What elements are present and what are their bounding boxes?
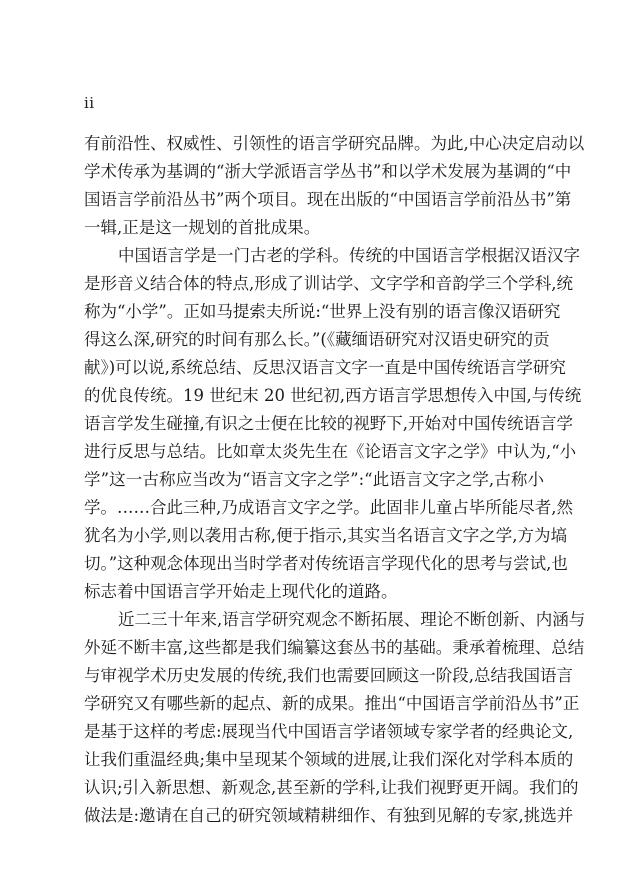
text-line: 是形音义结合体的特点,形成了训诂学、文字学和音韵学三个学科,统 bbox=[84, 274, 573, 293]
text-line: 犹名为小学,则以袭用古称,便于指示,其实当名语言文字之学,方为塙 bbox=[84, 526, 567, 545]
page-number: ii bbox=[84, 94, 95, 112]
text-line: 有前沿性、权威性、引领性的语言学研究品牌。为此,中心决定启动以 bbox=[84, 134, 585, 153]
paragraph-chinese-linguistics-history bbox=[84, 242, 582, 606]
text-line: 学。……合此三种,乃成语言文字之学。此固非儿童占毕所能尽者,然 bbox=[84, 498, 573, 517]
text-line: 学研究又有哪些新的起点、新的成果。推出“中国语言学前沿丛书”正 bbox=[84, 694, 580, 713]
text-line: 让我们重温经典;集中呈现某个领域的进展,让我们深化对学科本质的 bbox=[84, 750, 574, 769]
text-line: 献》)可以说,系统总结、反思汉语言文字一直是中国传统语言学研究 bbox=[84, 358, 566, 377]
text-line: 是基于这样的考虑:展现当代中国语言学诸领域专家学者的经典论文, bbox=[84, 722, 574, 741]
text-line: 学”这一古称应当改为“语言文字之学”:“此语言文字之学,古称小 bbox=[84, 470, 544, 489]
paragraph-series-purpose bbox=[84, 606, 586, 830]
text-line: 认识;引入新思想、新观念,甚至新的学科,让我们视野更开阔。我们的 bbox=[84, 778, 579, 797]
text-line: 与审视学术历史发展的传统,我们也需要回顾这一阶段,总结我国语言 bbox=[84, 666, 573, 685]
text-line: 称为“小学”。正如马提索夫所说:“世界上没有别的语言像汉语研究 bbox=[84, 302, 561, 321]
text-line: 外延不断丰富,这些都是我们编纂这套丛书的基础。秉承着梳理、总结 bbox=[84, 638, 585, 657]
text-line: 一辑,正是这一规划的首批成果。 bbox=[84, 218, 321, 237]
text-line: 语言学发生碰撞,有识之士便在比较的视野下,开始对中国传统语言学 bbox=[84, 414, 573, 433]
text-line: 得这么深,研究的时间有那么长。”(《藏缅语研究对汉语史研究的贡 bbox=[84, 330, 550, 349]
text-line: 学术传承为基调的“浙大学派语言学丛书”和以学术发展为基调的“中 bbox=[84, 162, 572, 181]
text-line: 进行反思与总结。比如章太炎先生在《论语言文字之学》中认为,“小 bbox=[84, 442, 577, 461]
text-line: 中国语言学是一门古老的学科。传统的中国语言学根据汉语汉字 bbox=[118, 246, 580, 265]
text-line: 标志着中国语言学开始走上现代化的道路。 bbox=[84, 582, 398, 601]
text-line: 切。”这种观念体现出当时学者对传统语言学现代化的思考与尝试,也 bbox=[84, 554, 568, 573]
body-text bbox=[84, 130, 586, 830]
paragraph-continuation bbox=[84, 130, 585, 242]
text-line: 做法是:邀请在自己的研究领域精耕细作、有独到见解的专家,挑选并 bbox=[84, 806, 574, 825]
text-line: 国语言学前沿丛书”两个项目。现在出版的“中国语言学前沿丛书”第 bbox=[84, 190, 572, 209]
text-line: 近二三十年来,语言学研究观念不断拓展、理论不断创新、内涵与 bbox=[118, 610, 586, 629]
text-line: 的优良传统。19 世纪末 20 世纪初,西方语言学思想传入中国,与传统 bbox=[84, 386, 582, 405]
